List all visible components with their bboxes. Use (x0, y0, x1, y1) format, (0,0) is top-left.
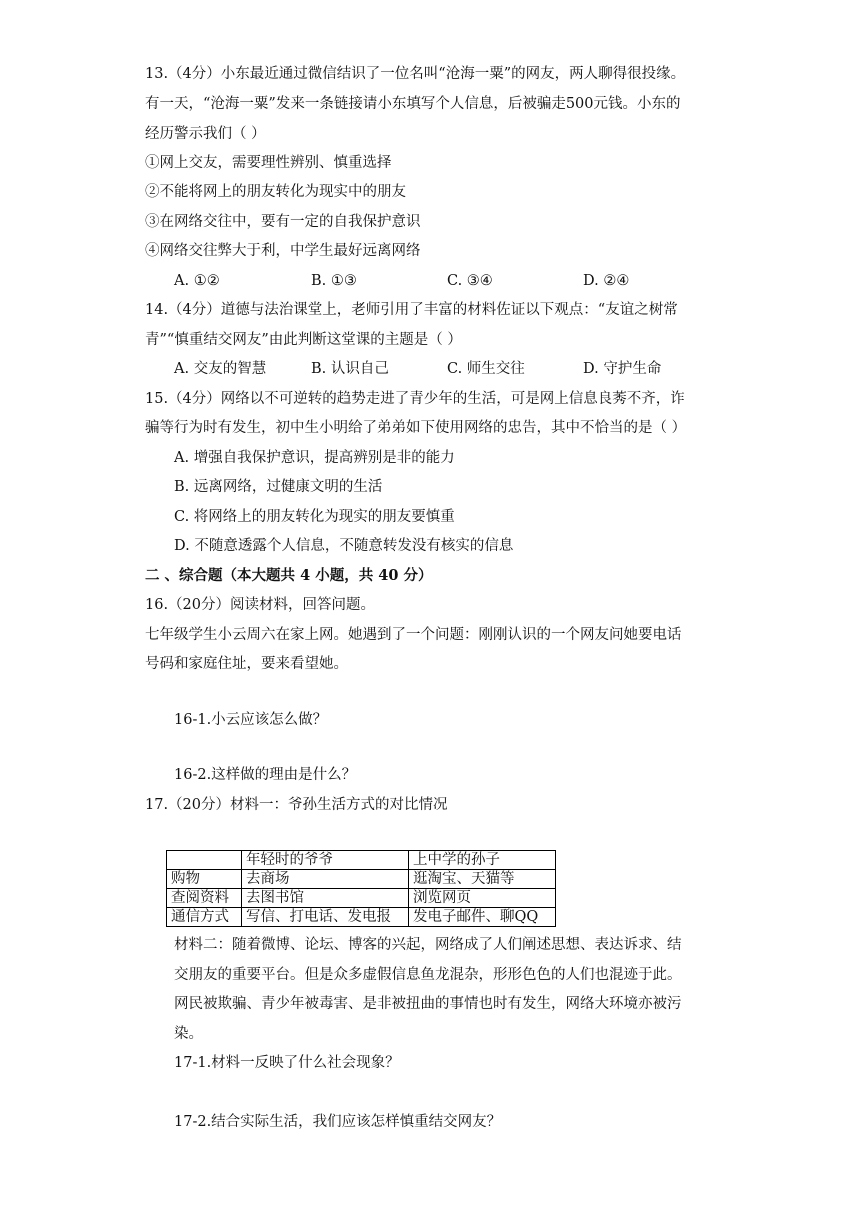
q16-stem: 16.（20分）阅读材料，回答问题。 (145, 597, 376, 613)
table-cell: 购物 (167, 870, 242, 889)
table-cell: 去图书馆 (242, 889, 409, 908)
table-header-cell: 上中学的孙子 (409, 851, 556, 870)
q13-statement-4: ④网络交往弊大于利，中学生最好远离网络 (145, 243, 421, 259)
q16-material-line-2: 号码和家庭住址，要来看望她。 (145, 656, 348, 672)
table-header-cell (167, 851, 242, 870)
table-cell: 写信、打电话、发电报 (242, 908, 409, 927)
q15-option-b: B. 远离网络，过健康文明的生活 (174, 479, 383, 495)
q15-stem-line-2: 骗等行为时有发生，初中生小明给了弟弟如下使用网络的忠告，其中不恰当的是（ ） (145, 420, 687, 436)
q16-subquestion-2: 16-2.这样做的理由是什么？ (174, 767, 357, 783)
table-header-row (167, 851, 556, 870)
q14-stem-line-1: 14.（4分）道德与法治课堂上，老师引用了丰富的材料佐证以下观点：“友谊之树常 (145, 302, 678, 318)
q16-subquestion-1: 16-1.小云应该怎么做？ (174, 712, 328, 728)
q13-statement-1: ①网上交友，需要理性辨别、慎重选择 (145, 155, 392, 171)
table-cell: 逛淘宝、天猫等 (409, 870, 556, 889)
q17-stem: 17.（20分）材料一：爷孙生活方式的对比情况 (145, 797, 448, 813)
q15-option-d: D. 不随意透露个人信息，不随意转发没有核实的信息 (174, 538, 514, 554)
q15-option-a: A. 增强自我保护意识，提高辨别是非的能力 (174, 450, 455, 466)
q15-option-c: C. 将网络上的朋友转化为现实的朋友要慎重 (174, 509, 455, 525)
q13-option-b: B. ①③ (311, 273, 357, 289)
table-cell: 浏览网页 (409, 889, 556, 908)
q15-stem-line-1: 15.（4分）网络以不可逆转的趋势走进了青少年的生活，可是网上信息良莠不齐，诈 (145, 391, 685, 407)
q16-material-line-1: 七年级学生小云周六在家上网。她遇到了一个问题：刚刚认识的一个网友问她要电话 (145, 627, 682, 643)
q17-material2-line-3: 网民被欺骗、青少年被毒害、是非被扭曲的事情也时有发生，网络大环境亦被污 (174, 996, 682, 1012)
table-cell: 查阅资料 (167, 889, 242, 908)
table-row (167, 870, 556, 889)
q14-stem-line-2: 青”“慎重结交网友”由此判断这堂课的主题是（ ） (145, 332, 462, 348)
q14-option-d: D. 守护生命 (583, 361, 662, 377)
q13-option-a: A. ①② (174, 273, 220, 289)
q13-option-d: D. ②④ (583, 273, 630, 289)
table-row (167, 889, 556, 908)
table-cell: 通信方式 (167, 908, 242, 927)
table-cell: 去商场 (242, 870, 409, 889)
q14-option-c: C. 师生交往 (447, 361, 525, 377)
q13-option-c: C. ③④ (447, 273, 493, 289)
q17-material2-line-2: 交朋友的重要平台。但是众多虚假信息鱼龙混杂，形形色色的人们也混迹于此。 (174, 967, 682, 983)
q13-statement-3: ③在网络交往中，要有一定的自我保护意识 (145, 214, 421, 230)
table-header-cell: 年轻时的爷爷 (242, 851, 409, 870)
q17-material2-line-4: 染。 (174, 1026, 203, 1042)
q17-subquestion-1: 17-1.材料一反映了什么社会现象？ (174, 1055, 400, 1071)
q13-stem-line-2: 有一天，“沧海一粟”发来一条链接请小东填写个人信息，后被骗走500元钱。小东的 (145, 96, 681, 112)
table-cell: 发电子邮件、聊QQ (409, 908, 556, 927)
section-heading: 二 、综合题（本大题共 4 小题，共 40 分） (145, 567, 433, 584)
table-row (167, 908, 556, 927)
q13-stem-line-1: 13.（4分）小东最近通过微信结识了一位名叫“沧海一粟”的网友，两人聊得很投缘。 (145, 66, 686, 82)
q13-statement-2: ②不能将网上的朋友转化为现实中的朋友 (145, 184, 406, 200)
q14-option-b: B. 认识自己 (311, 361, 389, 377)
q17-subquestion-2: 17-2.结合实际生活，我们应该怎样慎重结交网友？ (174, 1114, 502, 1130)
q14-option-a: A. 交友的智慧 (174, 361, 267, 377)
q13-stem-line-3: 经历警示我们（ ） (145, 126, 266, 142)
q17-material2-line-1: 材料二：随着微博、论坛、博客的兴起，网络成了人们阐述思想、表达诉求、结 (174, 937, 682, 953)
comparison-table (166, 850, 556, 927)
